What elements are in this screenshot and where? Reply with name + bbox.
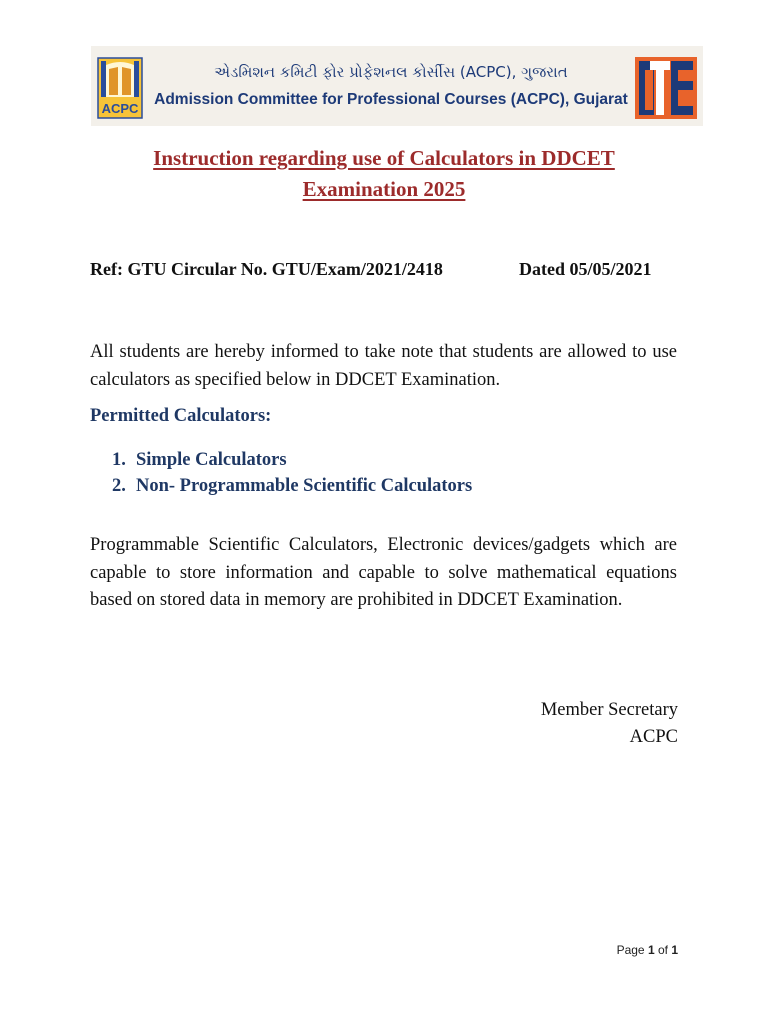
list-item [112, 473, 472, 499]
page-of: of [654, 943, 672, 957]
prohibited-paragraph: Programmable Scientific Calculators, Electronic devices/gadgets which are capable to store information and capable to solve mathematical equations based on stored data in memory are prohibited in DDCET Examination. [90, 535, 677, 610]
list-item-text: Simple Calculators [136, 450, 287, 470]
signature-org: ACPC [629, 727, 678, 747]
page-prefix: Page [616, 943, 648, 957]
page-total: 1 [671, 943, 678, 957]
title-line-1: Instruction regarding use of Calculators in DDCET [153, 146, 615, 170]
reference-date: Dated 05/05/2021 [519, 259, 652, 279]
page-current: 1 [647, 943, 655, 957]
banner-gujarati-title: એડમિશન કમિટી ફોર પ્રોફેશનલ કોર્સીસ (ACPC), ગુજરાત [214, 63, 568, 81]
banner-english-title: Admission Committee for Professional Courses (ACPC), Gujarat [154, 91, 628, 108]
reference-circular: Ref: GTU Circular No. GTU/Exam/2021/2418 [90, 259, 443, 279]
reference-line [90, 259, 680, 280]
list-item-text: Non- Programmable Scientific Calculators [136, 476, 473, 496]
acpc-logo [97, 57, 143, 119]
list-item-number: 2. [112, 476, 126, 496]
cte-logo [635, 57, 697, 119]
permitted-heading: Permitted Calculators: [90, 406, 272, 426]
list-item-number: 1. [112, 450, 126, 470]
svg-text:ACPC: ACPC [101, 101, 139, 116]
document-title [90, 143, 678, 205]
title-line-2: Examination 2025 [302, 177, 466, 201]
signature-title: Member Secretary [540, 700, 678, 720]
list-item [112, 447, 472, 473]
intro-paragraph: All students are hereby informed to take note that students are allowed to use calculators as specified below in DDCET Examination. [90, 342, 677, 390]
page-number [617, 943, 678, 957]
signature-block [541, 697, 678, 751]
permitted-list [112, 447, 472, 499]
header-banner [91, 46, 703, 126]
